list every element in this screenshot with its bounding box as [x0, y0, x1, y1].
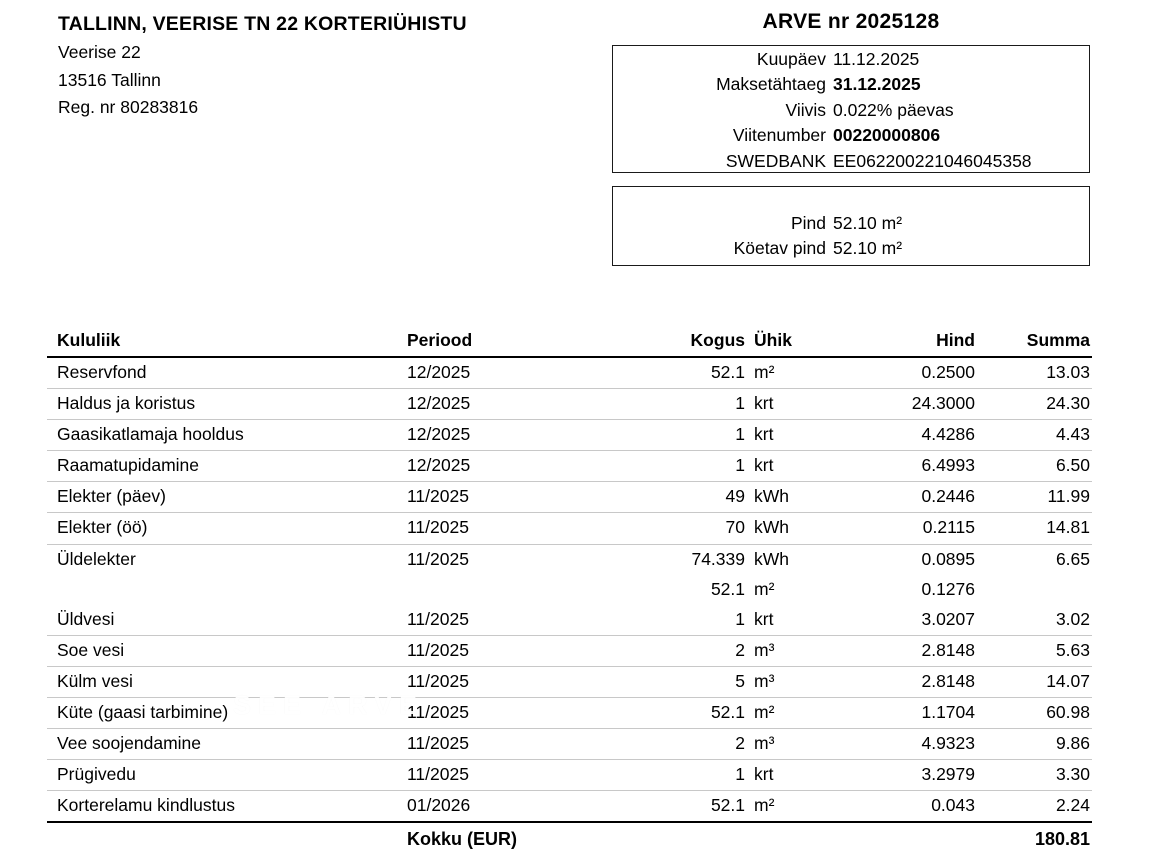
organization-block — [58, 10, 598, 121]
cell-summa: 13.03 — [977, 357, 1092, 389]
organization-name: TALLINN, VEERISE TN 22 KORTERIÜHISTU — [58, 13, 467, 35]
total-value: 180.81 — [1034, 829, 1090, 850]
organization-city: 13516 Tallinn — [58, 69, 161, 90]
cell-kogus: 52.1 — [629, 698, 745, 729]
cell-uhik: krt — [745, 420, 837, 451]
cell-summa — [977, 575, 1092, 605]
items-table-wrapper — [47, 330, 1092, 856]
cell-hind: 0.043 — [837, 791, 977, 823]
column-header-periood: Periood — [407, 330, 629, 357]
detail-label-reference: Viitenumber — [732, 125, 826, 146]
cell-uhik: m³ — [745, 729, 837, 760]
cell-kogus: 5 — [629, 666, 745, 697]
cell-summa: 6.65 — [1055, 548, 1090, 569]
cell-periood: 11/2025 — [407, 666, 629, 697]
table-row — [47, 760, 1092, 791]
cell-uhik: m² — [754, 578, 775, 599]
cell-kogus: 52.1 — [629, 357, 745, 389]
table-header-row — [47, 330, 1092, 357]
cell-hind: 3.0207 — [837, 605, 977, 636]
cell-kululiik — [47, 575, 407, 605]
watermark-overlay: SEE ARVE — [233, 690, 425, 720]
cell-kululiik: Üldelekter — [57, 548, 136, 569]
cell-periood: 11/2025 — [407, 513, 629, 544]
cell-hind: 0.2500 — [837, 357, 977, 389]
cell-summa: 5.63 — [977, 635, 1092, 666]
table-row — [47, 544, 1092, 575]
cell-kululiik: Külm vesi — [47, 666, 407, 697]
cell-kululiik: Elekter (päev) — [47, 482, 407, 513]
cell-periood: 01/2026 — [407, 791, 629, 823]
cell-kululiik: Haldus ja koristus — [47, 389, 407, 420]
area-row-heated — [613, 238, 1089, 263]
cell-kululiik: Gaasikatlamaja hooldus — [47, 420, 407, 451]
cell-kululiik: Elekter (öö) — [47, 513, 407, 544]
cell-uhik: kWh — [745, 482, 837, 513]
cell-uhik: krt — [745, 760, 837, 791]
cell-summa: 3.02 — [977, 605, 1092, 636]
cell-hind: 0.1276 — [921, 578, 975, 599]
cell-kogus: 1 — [629, 389, 745, 420]
cell-periood: 11/2025 — [407, 635, 629, 666]
cell-kululiik: Vee soojendamine — [47, 729, 407, 760]
column-header-uhik: Ühik — [745, 330, 837, 357]
cell-periood: 11/2025 — [407, 605, 629, 636]
cell-uhik: m² — [745, 698, 837, 729]
cell-hind: 2.8148 — [837, 666, 977, 697]
cell-hind: 3.2979 — [837, 760, 977, 791]
cell-kululiik: Reservfond — [47, 357, 407, 389]
cell-kogus: 74.339 — [691, 548, 745, 569]
cell-hind: 0.0895 — [921, 548, 975, 569]
detail-value-bank: EE062200221046045358 — [833, 150, 1032, 171]
area-label-total: Pind — [790, 213, 826, 233]
area-box — [612, 186, 1090, 266]
organization-registry: Reg. nr 80283816 — [58, 96, 199, 117]
cell-kululiik: Raamatupidamine — [47, 451, 407, 482]
cell-hind: 0.2115 — [837, 513, 977, 544]
cell-hind: 4.4286 — [837, 420, 977, 451]
area-row-total — [613, 213, 1089, 238]
organization-street: Veerise 22 — [58, 42, 141, 63]
table-row — [47, 389, 1092, 420]
table-row — [47, 666, 1092, 697]
cell-periood: 11/2025 — [407, 548, 469, 569]
cell-uhik: m² — [745, 791, 837, 823]
cell-uhik: kWh — [745, 513, 837, 544]
column-header-kululiik: Kululiik — [47, 330, 407, 357]
cell-kogus: 2 — [629, 635, 745, 666]
table-row — [47, 698, 1092, 729]
cell-hind: 4.9323 — [837, 729, 977, 760]
table-total-row — [47, 822, 1092, 856]
cell-summa: 60.98 — [977, 698, 1092, 729]
column-header-hind: Hind — [837, 330, 977, 357]
table-row — [47, 575, 1092, 605]
cell-summa: 14.07 — [977, 666, 1092, 697]
cell-uhik: m³ — [745, 666, 837, 697]
cell-uhik: kWh — [754, 548, 789, 569]
detail-label-interest: Viivis — [785, 99, 826, 120]
cell-summa: 4.43 — [977, 420, 1092, 451]
table-row — [47, 605, 1092, 636]
cell-kogus: 49 — [629, 482, 745, 513]
table-row — [47, 513, 1092, 544]
cell-summa: 24.30 — [977, 389, 1092, 420]
cell-kululiik: Korterelamu kindlustus — [47, 791, 407, 823]
detail-row-bank — [613, 151, 1089, 176]
cell-hind: 2.8148 — [837, 635, 977, 666]
cell-periood: 12/2025 — [407, 420, 629, 451]
total-label: Kokku (EUR) — [407, 829, 518, 850]
cell-summa: 2.24 — [977, 791, 1092, 823]
detail-row-date — [613, 49, 1089, 74]
area-value-heated: 52.10 m² — [833, 238, 903, 259]
cell-summa: 11.99 — [977, 482, 1092, 513]
area-value-total: 52.10 m² — [833, 213, 903, 233]
cell-kogus: 52.1 — [710, 578, 745, 599]
cell-periood: 12/2025 — [407, 451, 629, 482]
detail-label-date: Kuupäev — [756, 49, 826, 69]
cell-kululiik: Prügivedu — [47, 760, 407, 791]
cell-kogus: 1 — [629, 605, 745, 636]
detail-row-interest — [613, 100, 1089, 125]
cell-uhik: krt — [745, 605, 837, 636]
cell-kogus: 52.1 — [629, 791, 745, 823]
items-table — [47, 330, 1092, 856]
cell-uhik: m² — [745, 357, 837, 389]
cell-hind: 0.2446 — [837, 482, 977, 513]
table-row — [47, 482, 1092, 513]
cell-summa: 9.86 — [977, 729, 1092, 760]
cell-kululiik: Soe vesi — [47, 635, 407, 666]
cell-periood: 11/2025 — [407, 698, 629, 729]
detail-value-due-date: 31.12.2025 — [833, 74, 921, 95]
table-row — [47, 420, 1092, 451]
cell-periood: 12/2025 — [407, 389, 629, 420]
cell-kululiik: Üldvesi — [47, 605, 407, 636]
cell-kululiik: Küte (gaasi tarbimine) — [47, 698, 407, 729]
area-label-heated: Köetav pind — [733, 238, 826, 259]
cell-summa: 14.81 — [977, 513, 1092, 544]
cell-kogus: 1 — [629, 420, 745, 451]
items-table-body — [47, 357, 1092, 822]
table-row — [47, 791, 1092, 823]
cell-uhik: m³ — [745, 635, 837, 666]
column-header-kogus: Kogus — [629, 330, 745, 357]
detail-value-reference: 00220000806 — [833, 125, 941, 146]
cell-kogus: 1 — [629, 451, 745, 482]
table-row — [47, 357, 1092, 389]
cell-hind: 6.4993 — [837, 451, 977, 482]
table-row — [47, 729, 1092, 760]
detail-row-reference — [613, 125, 1089, 150]
cell-kogus: 70 — [629, 513, 745, 544]
detail-label-bank: SWEDBANK — [725, 150, 826, 171]
cell-uhik: krt — [745, 451, 837, 482]
detail-row-due-date — [613, 74, 1089, 99]
cell-hind: 24.3000 — [837, 389, 977, 420]
detail-value-date: 11.12.2025 — [833, 49, 920, 69]
cell-periood: 12/2025 — [407, 357, 629, 389]
cell-kogus: 2 — [629, 729, 745, 760]
invoice-title: ARVE nr 2025128 — [762, 10, 940, 33]
cell-kogus: 1 — [629, 760, 745, 791]
table-row — [47, 451, 1092, 482]
cell-periood — [407, 575, 629, 605]
cell-periood: 11/2025 — [407, 760, 629, 791]
cell-periood: 11/2025 — [407, 729, 629, 760]
cell-summa: 6.50 — [977, 451, 1092, 482]
detail-value-interest: 0.022% päevas — [833, 99, 954, 120]
column-header-summa: Summa — [977, 330, 1092, 357]
cell-uhik: krt — [745, 389, 837, 420]
table-row — [47, 635, 1092, 666]
cell-hind: 1.1704 — [837, 698, 977, 729]
cell-periood: 11/2025 — [407, 482, 629, 513]
cell-summa: 3.30 — [977, 760, 1092, 791]
invoice-details-box — [612, 45, 1090, 173]
detail-label-due-date: Maksetähtaeg — [716, 74, 826, 95]
